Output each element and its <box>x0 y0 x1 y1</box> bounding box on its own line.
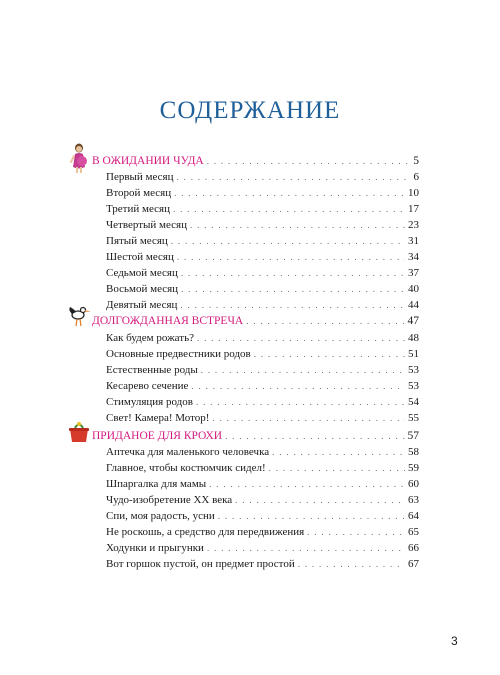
dot-leader <box>177 249 405 265</box>
toc-entry[interactable] <box>106 265 419 281</box>
page-number: 17 <box>408 203 419 215</box>
page-number: 37 <box>408 267 419 279</box>
page-number: 59 <box>408 462 419 474</box>
page-number: 60 <box>408 478 419 490</box>
entry-label: Шестой месяц <box>106 251 174 263</box>
toc-entry[interactable] <box>106 492 419 508</box>
page-number: 65 <box>408 526 419 538</box>
entry-label: Вот горшок пустой, он предмет простой <box>106 558 295 570</box>
page-number: 53 <box>408 364 419 376</box>
toc-section-3[interactable] <box>92 428 419 444</box>
dot-leader <box>190 217 405 233</box>
toc-entry[interactable] <box>106 460 419 476</box>
entry-label: Кесарево сечение <box>106 380 189 392</box>
entry-label: Ходунки и прыгунки <box>106 542 204 554</box>
toc-entry[interactable] <box>106 233 419 249</box>
entry-label: Девятый месяц <box>106 299 178 311</box>
toc-section-1[interactable] <box>92 153 419 169</box>
dot-leader <box>298 556 405 572</box>
page-number: 64 <box>408 510 419 522</box>
dot-leader <box>180 297 405 313</box>
page-number: 10 <box>408 187 419 199</box>
page-number: 23 <box>408 219 419 231</box>
toc-entry[interactable] <box>106 201 419 217</box>
toc-entry[interactable] <box>106 297 419 313</box>
page-number: 66 <box>408 542 419 554</box>
entry-label: Восьмой месяц <box>106 283 179 295</box>
page-number: 58 <box>408 446 419 458</box>
dot-leader <box>212 410 405 426</box>
dot-leader <box>171 233 405 249</box>
entry-label: Спи, моя радость, усни <box>106 510 215 522</box>
section-title: ПРИДАНОЕ ДЛЯ КРОХИ <box>92 430 223 442</box>
dot-leader <box>235 492 405 508</box>
toc-entry[interactable] <box>106 410 419 426</box>
toc-entry[interactable] <box>106 249 419 265</box>
entry-label: Аптечка для маленького человечка <box>106 446 270 458</box>
entry-label: Седьмой месяц <box>106 267 178 279</box>
page-number: 51 <box>408 348 419 360</box>
baby-bucket-icon <box>66 420 92 444</box>
toc-entry[interactable] <box>106 508 419 524</box>
toc-entry[interactable] <box>106 169 419 185</box>
entry-label: Главное, чтобы костюмчик сидел! <box>106 462 266 474</box>
entry-label: Стимуляция родов <box>106 396 193 408</box>
entry-label: Третий месяц <box>106 203 170 215</box>
toc-entry[interactable] <box>106 362 419 378</box>
entry-label: Свет! Камера! Мотор! <box>106 412 210 424</box>
dot-leader <box>196 394 405 410</box>
dot-leader <box>177 169 411 185</box>
entry-label: Четвертый месяц <box>106 219 187 231</box>
page-number: 57 <box>407 430 419 442</box>
page-number: 6 <box>413 171 419 183</box>
toc-entry[interactable] <box>106 346 419 362</box>
dot-leader <box>269 460 405 476</box>
page-number: 55 <box>408 412 419 424</box>
toc-entry[interactable] <box>106 330 419 346</box>
stork-icon <box>66 302 92 328</box>
dot-leader <box>246 313 404 329</box>
page-number: 54 <box>408 396 419 408</box>
entry-label: Первый месяц <box>106 171 174 183</box>
entry-label: Пятый месяц <box>106 235 168 247</box>
section-title: В ОЖИДАНИИ ЧУДА <box>92 155 204 167</box>
toc-entry[interactable] <box>106 476 419 492</box>
entry-label: Шпаргалка для мамы <box>106 478 207 490</box>
page-number: 67 <box>408 558 419 570</box>
toc-entry[interactable] <box>106 444 419 460</box>
page-number: 48 <box>408 332 419 344</box>
entry-label: Естественные роды <box>106 364 198 376</box>
toc-entry[interactable] <box>106 185 419 201</box>
toc-entry[interactable] <box>106 394 419 410</box>
page-number: 5 <box>413 155 419 167</box>
dot-leader <box>207 540 405 556</box>
dot-leader <box>201 362 405 378</box>
toc-section-2[interactable] <box>92 313 419 329</box>
entry-label: Основные предвестники родов <box>106 348 251 360</box>
dot-leader <box>173 201 405 217</box>
entry-label: Не роскошь, а средство для передвижения <box>106 526 305 538</box>
page-number: 40 <box>408 283 419 295</box>
page-number: 34 <box>408 251 419 263</box>
entry-label: Второй месяц <box>106 187 172 199</box>
dot-leader <box>272 444 405 460</box>
dot-leader <box>191 378 405 394</box>
toc-entry[interactable] <box>106 556 419 572</box>
dot-leader <box>254 346 405 362</box>
page-number-footer: 3 <box>451 634 458 648</box>
dot-leader <box>218 508 405 524</box>
dot-leader <box>225 428 404 444</box>
page-number: 47 <box>407 315 419 327</box>
page-number: 63 <box>408 494 419 506</box>
toc-entry[interactable] <box>106 217 419 233</box>
dot-leader <box>181 281 405 297</box>
toc-entry[interactable] <box>106 378 419 394</box>
entry-label: Чудо-изобретение XX века <box>106 494 233 506</box>
dot-leader <box>197 330 405 346</box>
dot-leader <box>174 185 405 201</box>
toc-entry[interactable] <box>106 281 419 297</box>
pregnant-woman-icon <box>68 143 90 175</box>
page-title: СОДЕРЖАНИЕ <box>159 97 341 124</box>
dot-leader <box>209 476 405 492</box>
toc-entry[interactable] <box>106 524 419 540</box>
dot-leader <box>181 265 405 281</box>
dot-leader <box>307 524 405 540</box>
dot-leader <box>207 153 411 169</box>
toc-entry[interactable] <box>106 540 419 556</box>
page-number: 31 <box>408 235 419 247</box>
entry-label: Как будем рожать? <box>106 332 194 344</box>
section-title: ДОЛГОЖДАННАЯ ВСТРЕЧА <box>92 315 244 327</box>
page-number: 53 <box>408 380 419 392</box>
page-number: 44 <box>408 299 419 311</box>
